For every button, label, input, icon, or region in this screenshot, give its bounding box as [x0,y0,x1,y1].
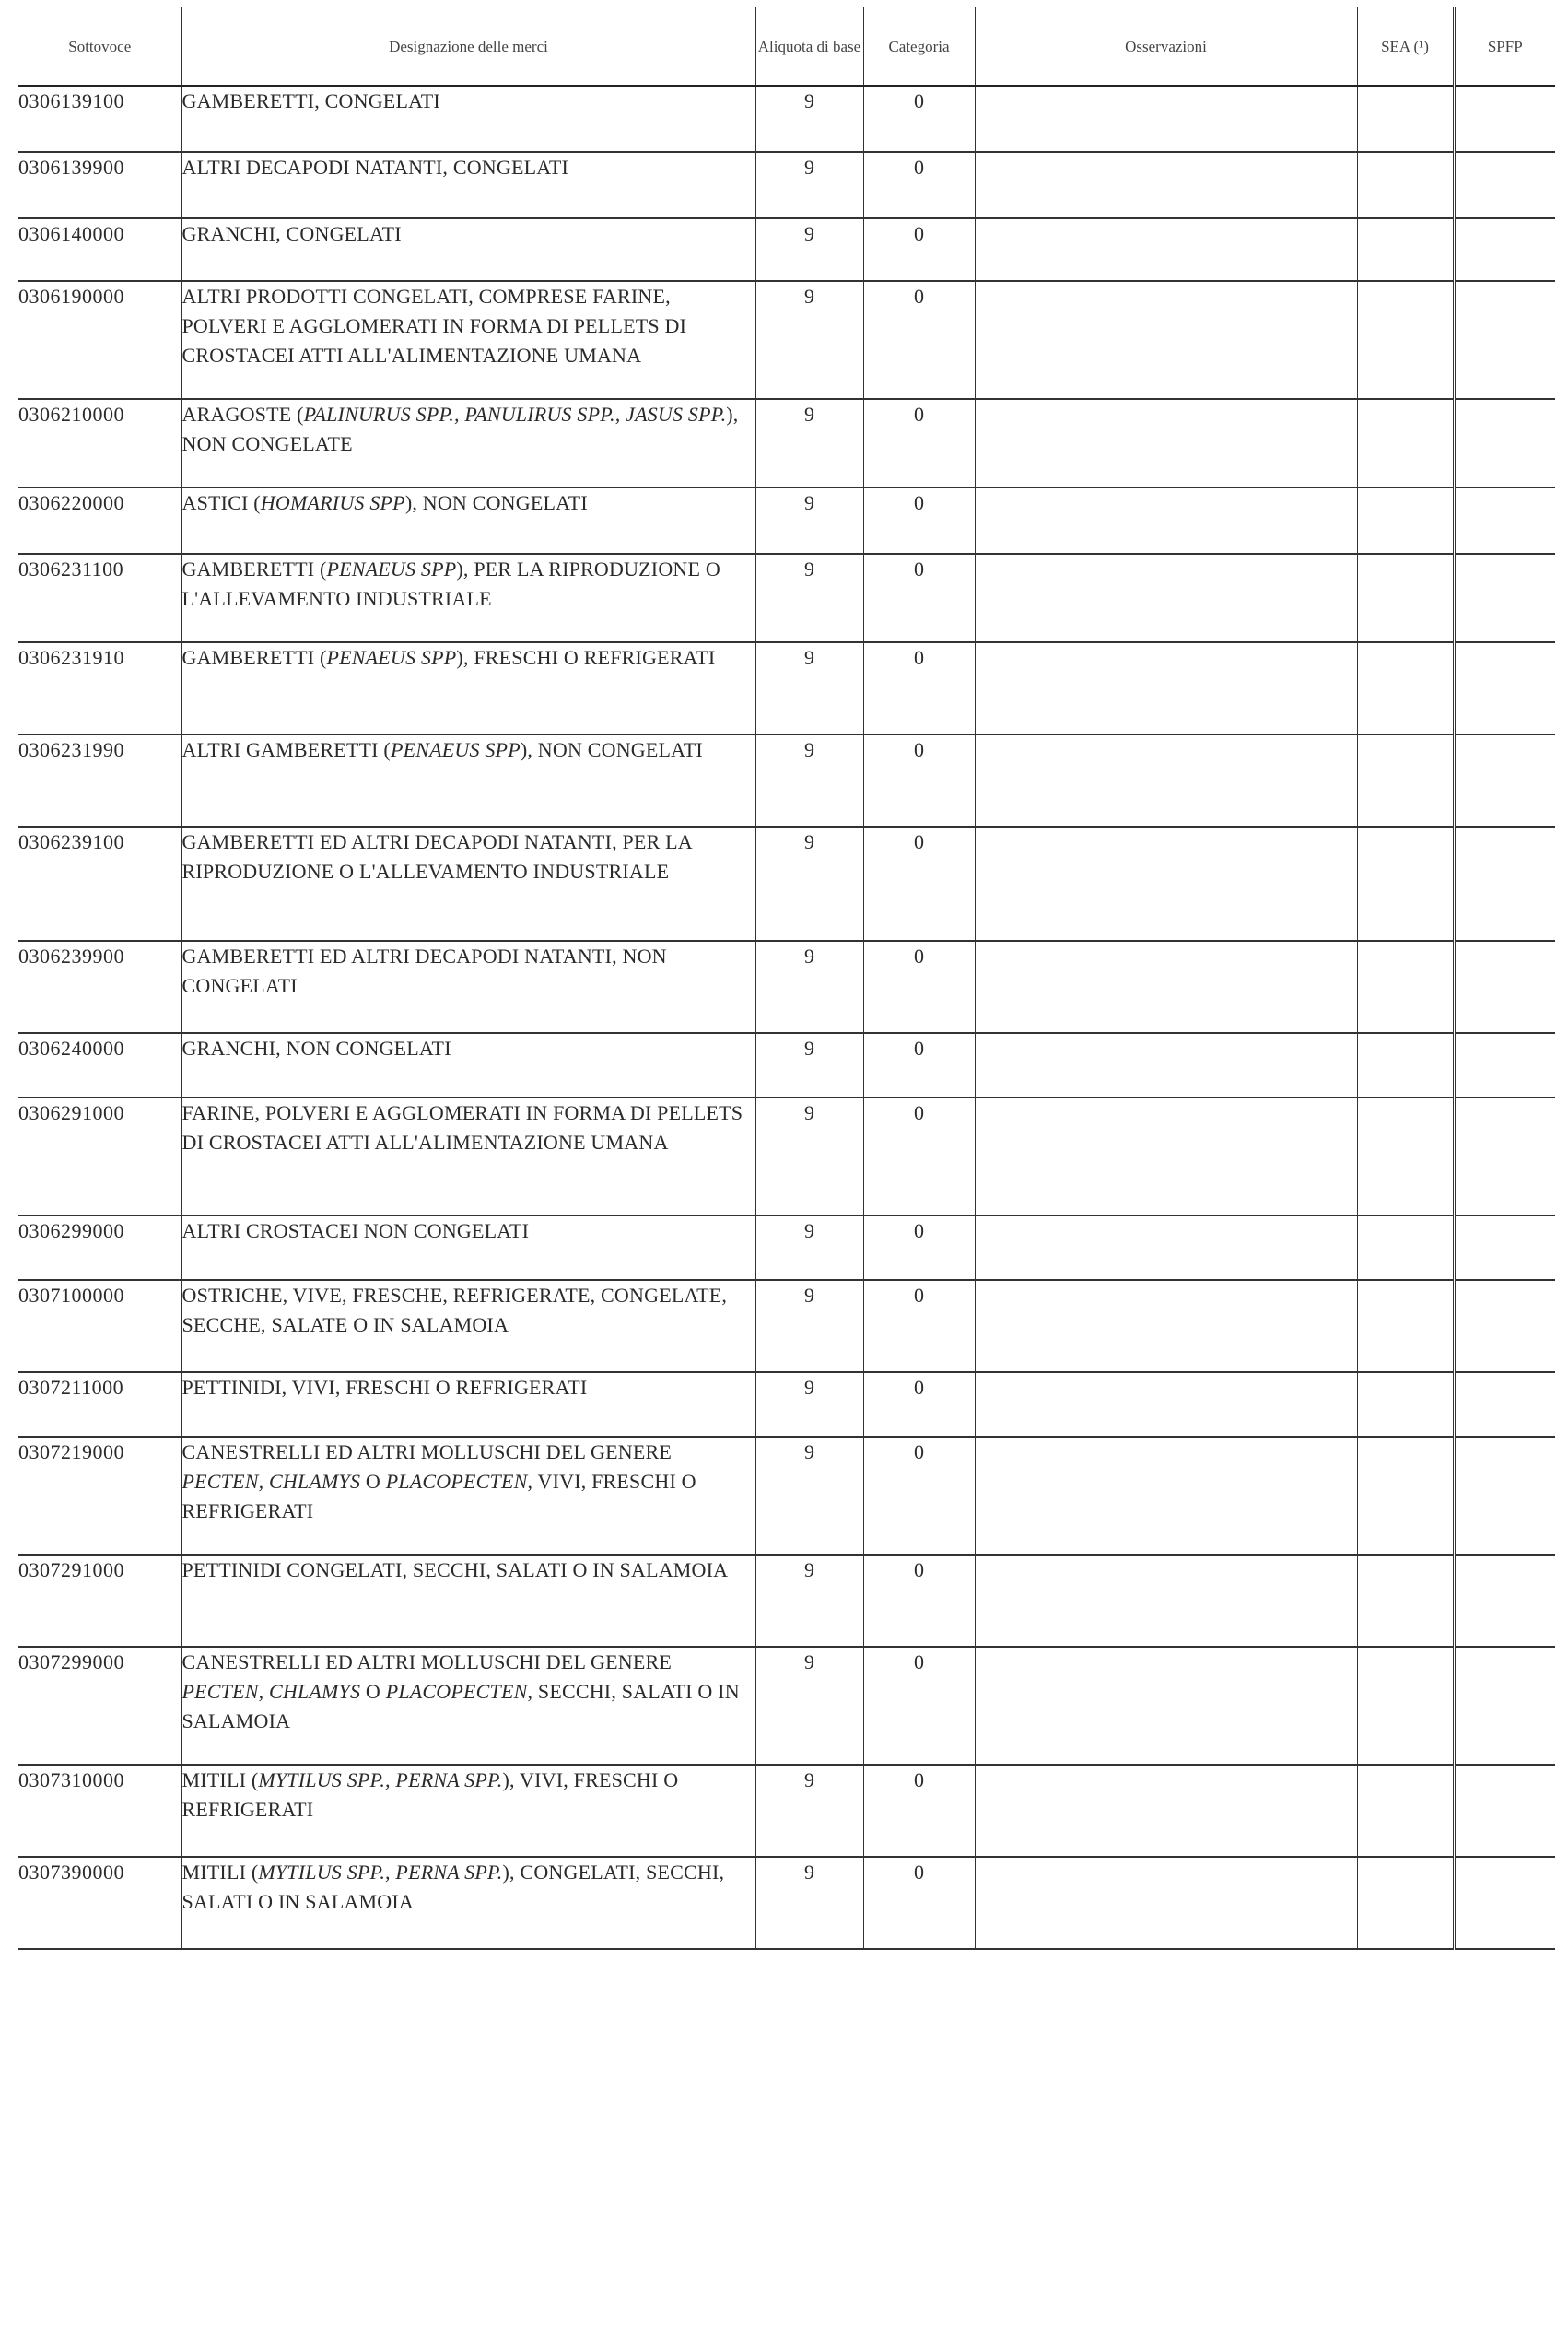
description-italic-segment: PECTEN, CHLAMYS [181,1470,361,1493]
row-remarks [975,1437,1357,1555]
header-spfp: SPFP [1454,7,1555,86]
row-description [181,1098,755,1215]
row-remarks [975,1033,1357,1098]
table-row [18,1647,1555,1765]
description-segment: CANESTRELLI ED ALTRI MOLLUSCHI DEL GENERE [181,1650,672,1673]
description-segment: GAMBERETTI ED ALTRI DECAPODI NATANTI, PER LA RIPRODUZIONE O L'ALLEVAMENTO INDUSTRIALE [181,830,692,883]
description-italic-segment: PENAEUS SPP [326,646,457,669]
row-remarks [975,1555,1357,1647]
description-segment: GAMBERETTI ( [181,558,327,581]
row-sea [1357,1215,1454,1280]
table-row [18,1857,1555,1949]
row-description [181,1555,755,1647]
description-italic-segment: PENAEUS SPP [326,558,457,581]
row-spfp [1454,86,1555,152]
row-category: 0 [863,487,975,554]
description-segment: MITILI ( [181,1768,259,1791]
row-spfp [1454,1098,1555,1215]
table-row [18,399,1555,487]
table-row [18,1098,1555,1215]
description-segment: , VIVI, FRESCHI O REFRIGERATI [181,1470,696,1522]
row-category: 0 [863,1033,975,1098]
table-row [18,1280,1555,1372]
row-sea [1357,1765,1454,1857]
row-category: 0 [863,1765,975,1857]
table-row [18,1437,1555,1555]
row-code: 0307390000 [18,1857,181,1949]
description-segment: FARINE, POLVERI E AGGLOMERATI IN FORMA DI PELLETS DI CROSTACEI ATTI ALL'ALIMENTAZIONE UMANA [181,1101,743,1154]
row-description [181,1765,755,1857]
row-spfp [1454,1765,1555,1857]
row-base-rate: 9 [755,554,863,642]
row-remarks [975,1098,1357,1215]
row-base-rate: 9 [755,1098,863,1215]
description-segment: MITILI ( [181,1861,259,1884]
header-remarks: Osservazioni [975,7,1357,86]
row-category: 0 [863,1857,975,1949]
row-base-rate: 9 [755,1857,863,1949]
row-spfp [1454,941,1555,1033]
header-code: Sottovoce [18,7,181,86]
row-category: 0 [863,554,975,642]
table-row [18,734,1555,827]
header-description: Designazione delle merci [181,7,755,86]
row-code: 0306210000 [18,399,181,487]
table-row [18,487,1555,554]
row-sea [1357,1857,1454,1949]
description-segment: ALTRI PRODOTTI CONGELATI, COMPRESE FARINE, POLVERI E AGGLOMERATI IN FORMA DI PELLETS DI CROSTACEI ATTI ALL'ALIMENTAZIONE UMANA [181,285,687,367]
description-segment: GRANCHI, CONGELATI [181,222,402,245]
row-category: 0 [863,152,975,218]
table-row [18,218,1555,281]
row-category: 0 [863,1280,975,1372]
row-spfp [1454,1857,1555,1949]
row-sea [1357,554,1454,642]
row-category: 0 [863,734,975,827]
row-code: 0307219000 [18,1437,181,1555]
description-segment: ), NON CONGELATE [181,403,739,455]
row-code: 0306139900 [18,152,181,218]
row-description [181,1215,755,1280]
table-row [18,1033,1555,1098]
row-sea [1357,1280,1454,1372]
row-spfp [1454,281,1555,399]
description-segment: GRANCHI, NON CONGELATI [181,1037,451,1060]
row-spfp [1454,487,1555,554]
table-row [18,941,1555,1033]
row-category: 0 [863,1647,975,1765]
row-sea [1357,1033,1454,1098]
row-base-rate: 9 [755,1033,863,1098]
row-base-rate: 9 [755,1437,863,1555]
description-segment: O [360,1470,386,1493]
row-spfp [1454,642,1555,734]
header-base-rate: Aliquota di base [755,7,863,86]
row-remarks [975,554,1357,642]
row-spfp [1454,827,1555,941]
row-code: 0306220000 [18,487,181,554]
row-spfp [1454,1280,1555,1372]
row-remarks [975,734,1357,827]
row-base-rate: 9 [755,1280,863,1372]
row-category: 0 [863,399,975,487]
row-spfp [1454,1372,1555,1437]
row-remarks [975,941,1357,1033]
header-sea: SEA (¹) [1357,7,1454,86]
row-base-rate: 9 [755,152,863,218]
table-row [18,152,1555,218]
row-description [181,399,755,487]
table-row [18,281,1555,399]
row-base-rate: 9 [755,487,863,554]
description-segment: ), PER LA RIPRODUZIONE O L'ALLEVAMENTO INDUSTRIALE [181,558,720,610]
row-spfp [1454,1215,1555,1280]
row-spfp [1454,1647,1555,1765]
row-sea [1357,642,1454,734]
row-sea [1357,1098,1454,1215]
row-remarks [975,86,1357,152]
row-spfp [1454,1555,1555,1647]
row-sea [1357,487,1454,554]
row-category: 0 [863,1098,975,1215]
row-remarks [975,152,1357,218]
row-code: 0307211000 [18,1372,181,1437]
description-segment: OSTRICHE, VIVE, FRESCHE, REFRIGERATE, CONGELATE, SECCHE, SALATE O IN SALAMOIA [181,1284,728,1336]
row-base-rate: 9 [755,642,863,734]
row-spfp [1454,399,1555,487]
row-base-rate: 9 [755,399,863,487]
row-code: 0306231100 [18,554,181,642]
table-row [18,86,1555,152]
row-code: 0306139100 [18,86,181,152]
row-spfp [1454,554,1555,642]
description-italic-segment: PLACOPECTEN [385,1470,528,1493]
row-spfp [1454,1033,1555,1098]
table-row [18,1372,1555,1437]
description-segment: PETTINIDI, VIVI, FRESCHI O REFRIGERATI [181,1376,588,1399]
row-description [181,86,755,152]
row-description [181,1437,755,1555]
row-sea [1357,1647,1454,1765]
row-description [181,554,755,642]
row-description [181,827,755,941]
row-code: 0306140000 [18,218,181,281]
table-row [18,1555,1555,1647]
row-sea [1357,941,1454,1033]
row-category: 0 [863,941,975,1033]
description-italic-segment: MYTILUS SPP., PERNA SPP. [258,1861,503,1884]
row-description [181,281,755,399]
row-description [181,1372,755,1437]
row-sea [1357,281,1454,399]
description-italic-segment: PECTEN, CHLAMYS [181,1680,361,1703]
row-sea [1357,1555,1454,1647]
row-code: 0307310000 [18,1765,181,1857]
row-sea [1357,734,1454,827]
row-description [181,734,755,827]
table-row [18,1215,1555,1280]
description-italic-segment: PENAEUS SPP [390,738,521,761]
row-category: 0 [863,1437,975,1555]
row-category: 0 [863,1555,975,1647]
description-segment: , SECCHI, SALATI O IN SALAMOIA [181,1680,740,1732]
row-code: 0306291000 [18,1098,181,1215]
row-base-rate: 9 [755,1647,863,1765]
header-category: Categoria [863,7,975,86]
row-remarks [975,218,1357,281]
description-italic-segment: PALINURUS SPP., PANULIRUS SPP., JASUS SPP. [303,403,727,426]
row-description [181,218,755,281]
table-row [18,1765,1555,1857]
description-segment: ALTRI CROSTACEI NON CONGELATI [181,1219,530,1242]
description-segment: GAMBERETTI, CONGELATI [181,89,440,112]
row-sea [1357,827,1454,941]
row-remarks [975,1372,1357,1437]
row-base-rate: 9 [755,1555,863,1647]
description-segment: ), FRESCHI O REFRIGERATI [456,646,716,669]
row-code: 0306240000 [18,1033,181,1098]
description-segment: ALTRI DECAPODI NATANTI, CONGELATI [181,156,569,179]
row-description [181,1857,755,1949]
row-code: 0307299000 [18,1647,181,1765]
description-segment: GAMBERETTI ( [181,646,327,669]
row-description [181,487,755,554]
row-code: 0306231990 [18,734,181,827]
row-remarks [975,1765,1357,1857]
row-base-rate: 9 [755,1765,863,1857]
row-remarks [975,487,1357,554]
description-italic-segment: PLACOPECTEN [385,1680,528,1703]
row-code: 0307100000 [18,1280,181,1372]
row-base-rate: 9 [755,827,863,941]
row-base-rate: 9 [755,1372,863,1437]
row-category: 0 [863,218,975,281]
description-segment: ASTICI ( [181,491,261,514]
table-body [18,86,1555,1949]
row-base-rate: 9 [755,734,863,827]
row-code: 0306239900 [18,941,181,1033]
table-row [18,554,1555,642]
row-remarks [975,1857,1357,1949]
row-code: 0306231910 [18,642,181,734]
description-segment: ARAGOSTE ( [181,403,304,426]
description-segment: GAMBERETTI ED ALTRI DECAPODI NATANTI, NON CONGELATI [181,945,667,997]
description-segment: ALTRI GAMBERETTI ( [181,738,391,761]
row-remarks [975,827,1357,941]
row-spfp [1454,218,1555,281]
row-remarks [975,1647,1357,1765]
row-remarks [975,281,1357,399]
row-sea [1357,399,1454,487]
row-sea [1357,1372,1454,1437]
row-spfp [1454,152,1555,218]
description-segment: ), VIVI, FRESCHI O REFRIGERATI [181,1768,679,1821]
row-category: 0 [863,827,975,941]
row-base-rate: 9 [755,281,863,399]
row-remarks [975,399,1357,487]
row-description [181,152,755,218]
row-category: 0 [863,1372,975,1437]
description-segment: PETTINIDI CONGELATI, SECCHI, SALATI O IN SALAMOIA [181,1558,729,1581]
table-row [18,642,1555,734]
row-sea [1357,1437,1454,1555]
description-segment: CANESTRELLI ED ALTRI MOLLUSCHI DEL GENERE [181,1440,672,1463]
description-italic-segment: MYTILUS SPP., PERNA SPP. [258,1768,503,1791]
row-category: 0 [863,642,975,734]
row-sea [1357,86,1454,152]
row-code: 0306190000 [18,281,181,399]
row-category: 0 [863,281,975,399]
row-sea [1357,218,1454,281]
row-base-rate: 9 [755,1215,863,1280]
table-row [18,827,1555,941]
description-segment: O [360,1680,386,1703]
description-italic-segment: HOMARIUS SPP [260,491,405,514]
row-base-rate: 9 [755,218,863,281]
row-sea [1357,152,1454,218]
row-base-rate: 9 [755,86,863,152]
row-code: 0306239100 [18,827,181,941]
row-description [181,1280,755,1372]
row-description [181,1033,755,1098]
row-remarks [975,642,1357,734]
row-code: 0307291000 [18,1555,181,1647]
row-description [181,642,755,734]
row-description [181,941,755,1033]
row-base-rate: 9 [755,941,863,1033]
row-category: 0 [863,1215,975,1280]
row-code: 0306299000 [18,1215,181,1280]
row-spfp [1454,1437,1555,1555]
description-segment: ), NON CONGELATI [520,738,703,761]
row-description [181,1647,755,1765]
header-row [18,7,1555,86]
description-segment: ), NON CONGELATI [404,491,588,514]
row-remarks [975,1215,1357,1280]
row-remarks [975,1280,1357,1372]
description-segment: ), CONGELATI, SECCHI, SALATI O IN SALAMOIA [181,1861,725,1913]
row-category: 0 [863,86,975,152]
tariff-table [18,7,1555,1950]
row-spfp [1454,734,1555,827]
